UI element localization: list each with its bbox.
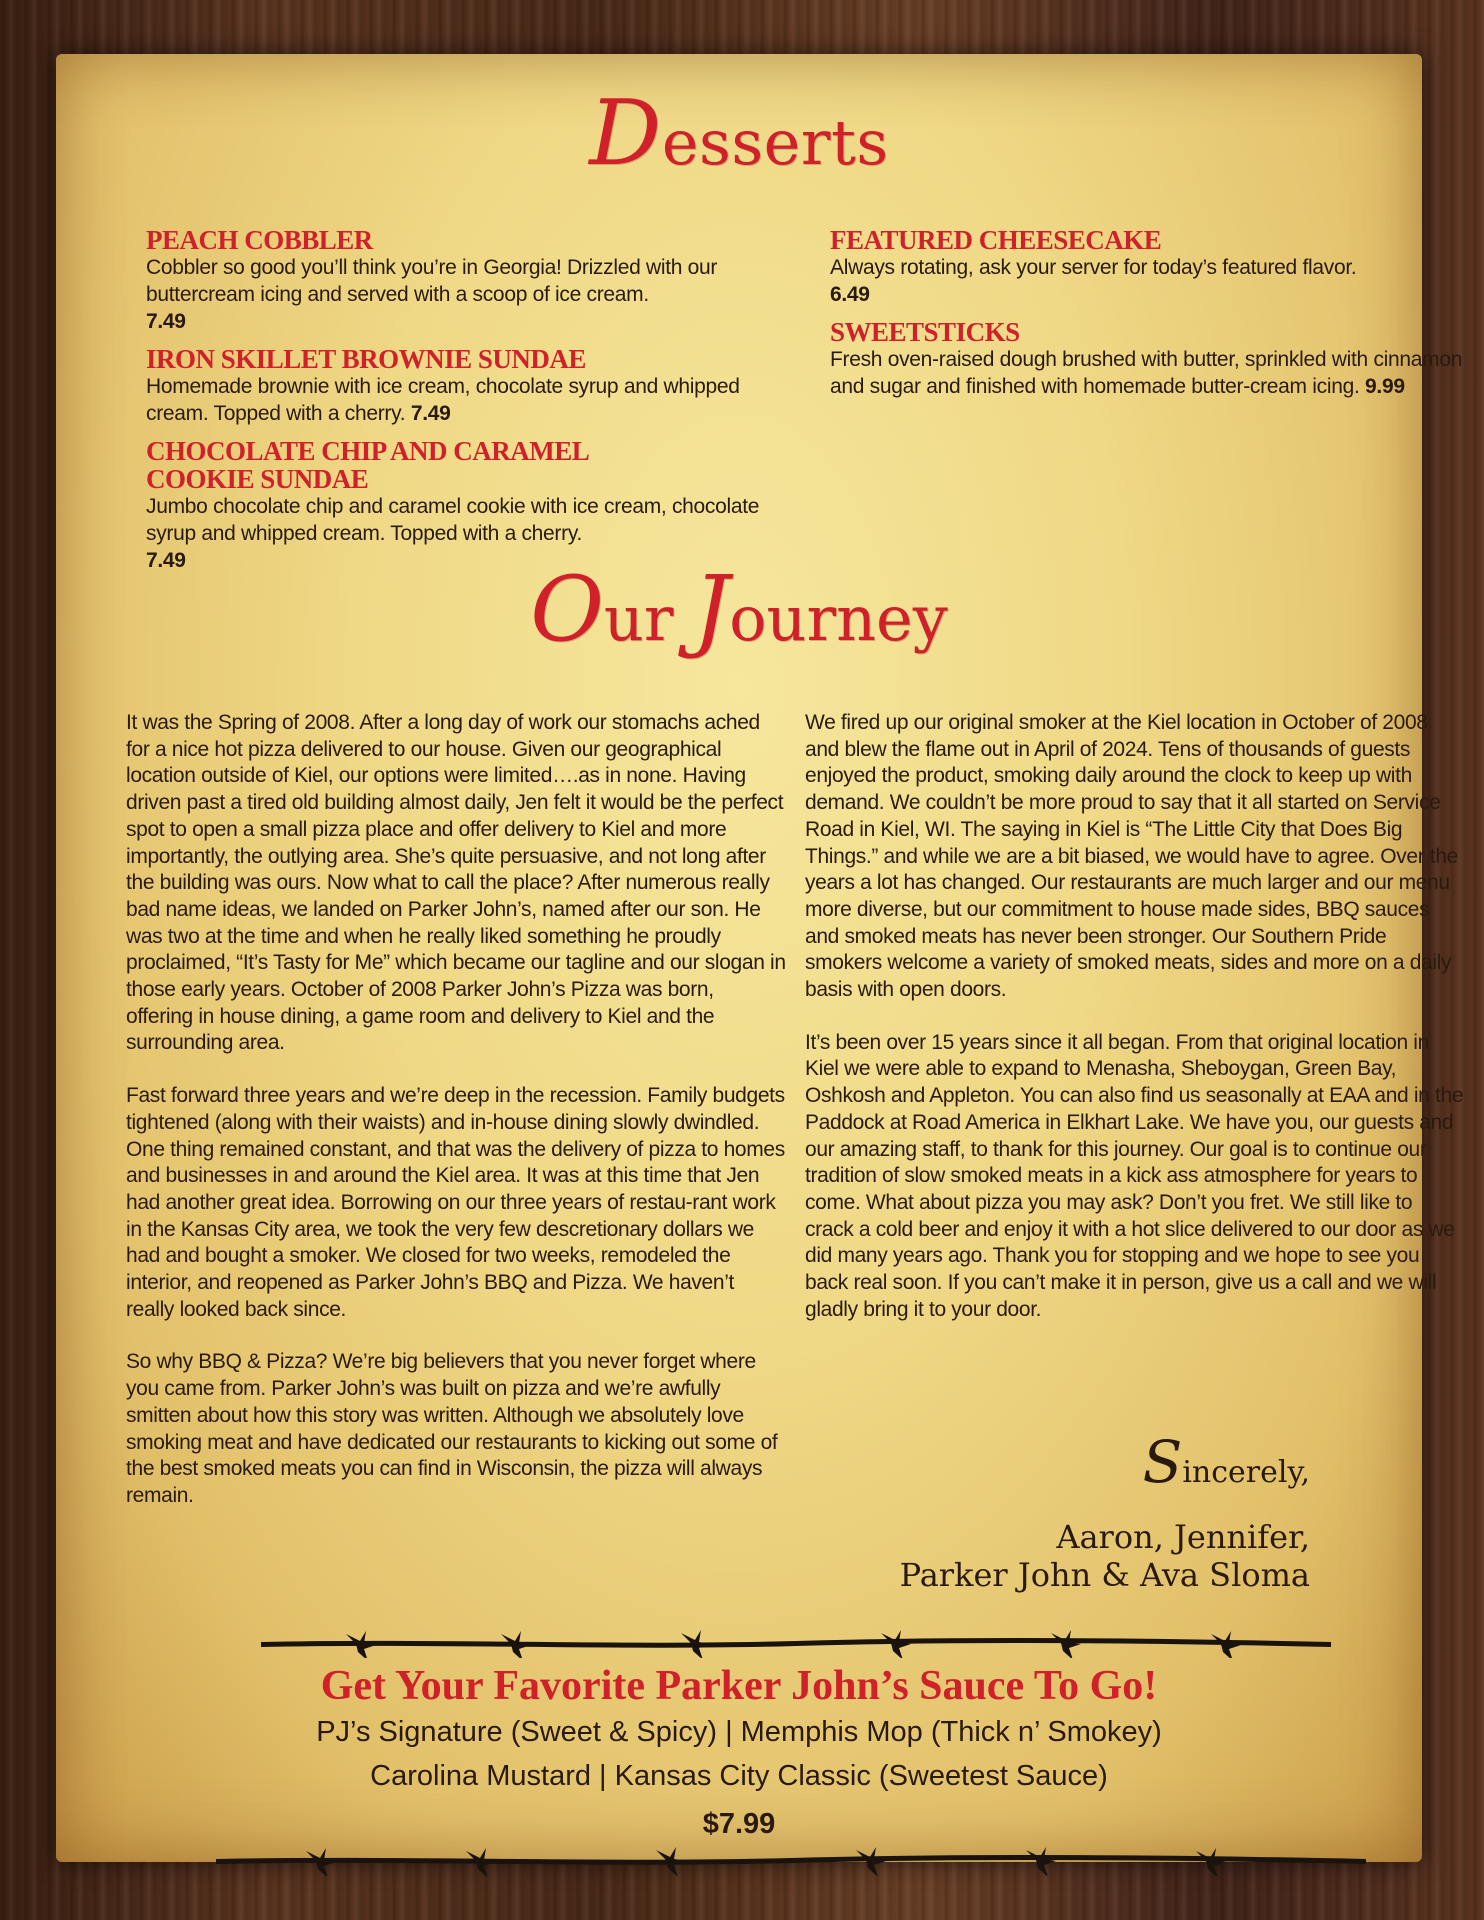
dessert-name: CHOCOLATE CHIP AND CARAMEL COOKIE SUNDAE [146,436,590,494]
story-paragraph: It was the Spring of 2008. After a long day of work our stomachs ached for a nice hot pizza delivered to our house. Given our geographical location outside of Kiel, our options were limited….as in none. Having driven past a tired old building almost daily, Jen felt it would be the perfect spot to open a small pizza place and offer delivery to Kiel and more importantly, the outlying area. She’s quite persuasive, and not long after the building was ours. Now what to call the place? After numerous really bad name ideas, we landed on Parker John’s, named after our son. He was two at the time and when he really liked something he proudly proclaimed, “It’s Tasty for Me” which became our tagline and our slogan in those early years. October of 2008 Parker John’s Pizza was born, offering in house dining, a game room and delivery to Kiel and the surrounding area. [126,711,786,1055]
signoff-greeting [900,1428,1310,1496]
menu-page [56,54,1464,1862]
journey-heading-initial-1: O [530,558,604,662]
signoff [900,1428,1310,1594]
dessert-description [146,254,786,335]
story-paragraph: We fired up our original smoker at the Kiel location in October of 2008 and blew the flame out in April of 2024. Tens of thousands of guests enjoyed the product, smoking daily around the clock to keep up with demand. We couldn’t be more proud to say that it all started on Service Road in Kiel, WI. The saying in Kiel is “The Little City that Does Big Things.” and while we are a bit biased, we would have to agree. Over the years a lot has changed. Our restaurants are much larger and our menu more diverse, but our commitment to house made sides, BBQ sauces and smoked meats has never been stronger. Our Southern Pride smokers welcome a variety of smoked meats, sides and more on a daily basis with open doors. [805,711,1459,1002]
dessert-item [146,345,786,427]
dessert-name: PEACH COBBLER [146,225,373,255]
desserts-heading-rest: esserts [661,106,889,179]
signoff-initial: S [1142,1428,1183,1496]
journey-heading-rest-2: ourney [729,582,948,655]
desserts-heading-initial: D [589,82,662,186]
story-paragraph: It’s been over 15 years since it all began. From that original location in Kiel we were able to expand to Menasha, Sheboygan, Green Bay, Oshkosh and Appleton. You can also find us seasonally at EAA and in the Paddock at Road America in Elkhart Lake. We have you, our guests and our amazing staff, to thank for this journey. Our goal is to continue our tradition of slow smoked meats in a kick ass atmosphere for years to come. What about pizza you may ask? Don’t you fret. We still like to crack a cold beer and enjoy it with a hot slice delivered to our door as we did many years ago. Thank you for stopping and we hope to see you back real soon. If you can’t make it in person, give us a call and we will gladly bring it to your door. [805,1030,1464,1321]
barbed-wire-icon [216,1846,1366,1876]
dessert-item [146,226,786,335]
dessert-desc-text: Jumbo chocolate chip and caramel cookie with ice cream, chocolate syrup and whipped cream. Topped with a cherry. [146,495,760,545]
dessert-desc-text: Homemade brownie with ice cream, chocolate syrup and whipped cream. Topped with a cherry. [146,375,740,425]
dessert-item [830,226,1470,308]
sauce-heading: Get Your Favorite Parker John’s Sauce To Go! [320,1663,1158,1709]
signoff-names-line: Parker John & Ava Sloma [899,1556,1310,1594]
dessert-name: IRON SKILLET BROWNIE SUNDAE [146,344,586,374]
story-paragraph: So why BBQ & Pizza? We’re big believers that you never forget where you came from. Parker John’s was built on pizza and we’re awfully smitten about how this story was written. Although we absolutely love smoking meat and have dedicated our restaurants to kicking out some of the best smoked meats you can find in Wisconsin, the pizza will always remain. [126,1350,778,1507]
dessert-desc-text: Fresh oven-raised dough brushed with butter, sprinkled with cinnamon and sugar and finished with homemade butter-cream icing. [830,348,1463,398]
dessert-price: 7.49 [410,402,451,425]
sauce-flavors-line: Carolina Mustard | Kansas City Classic (Sweetest Sauce) [370,1760,1108,1792]
dessert-price: 6.49 [830,283,870,306]
signoff-rest: incerely, [1182,1455,1310,1490]
signoff-names-line: Aaron, Jennifer, [1056,1518,1310,1556]
dessert-description [830,254,1470,308]
dessert-desc-text: Cobbler so good you’ll think you’re in Georgia! Drizzled with our buttercream icing and served with a scoop of ice cream. [146,256,718,306]
journey-heading-initial-2: J [693,558,730,662]
dessert-price: 7.49 [146,310,186,333]
dessert-name: SWEETSTICKS [830,317,1020,347]
dessert-description [146,493,786,574]
sauce-price: $7.99 [702,1808,776,1840]
journey-heading-rest-1: ur [603,582,694,655]
desserts-left-column [146,226,786,584]
signoff-names [900,1518,1310,1594]
dessert-name: FEATURED CHEESECAKE [830,225,1162,255]
desserts-heading [56,82,1422,186]
dessert-item [830,318,1470,400]
dessert-price: 9.99 [1365,375,1405,398]
story-right-column [805,710,1465,1349]
dessert-item [146,437,786,574]
dessert-price: 7.49 [146,549,186,572]
dessert-description [146,373,786,427]
barbed-wire-icon [261,1628,1331,1658]
story-paragraph: Fast forward three years and we’re deep in the recession. Family budgets tightened (along with their waists) and in-house dining slowly dwindled. One thing remained constant, and that was the delivery of pizza to homes and businesses in and around the Kiel area. It was at this time that Jen had another great idea. Borrowing on our three years of restau-rant work in the Kansas City area, we took the very few descretionary dollars we had and bought a smoker. We closed for two weeks, remodeled the interior, and reopened as Parker John’s BBQ and Pizza. We haven’t really looked back since. [126,1084,785,1321]
dessert-desc-text: Always rotating, ask your server for today’s featured flavor. [830,256,1357,279]
dessert-description [830,346,1470,400]
desserts-right-column [830,226,1470,410]
story-left-column [126,710,786,1536]
sauce-flavors-line: PJ’s Signature (Sweet & Spicy) | Memphis Mop (Thick n’ Smokey) [316,1716,1162,1748]
